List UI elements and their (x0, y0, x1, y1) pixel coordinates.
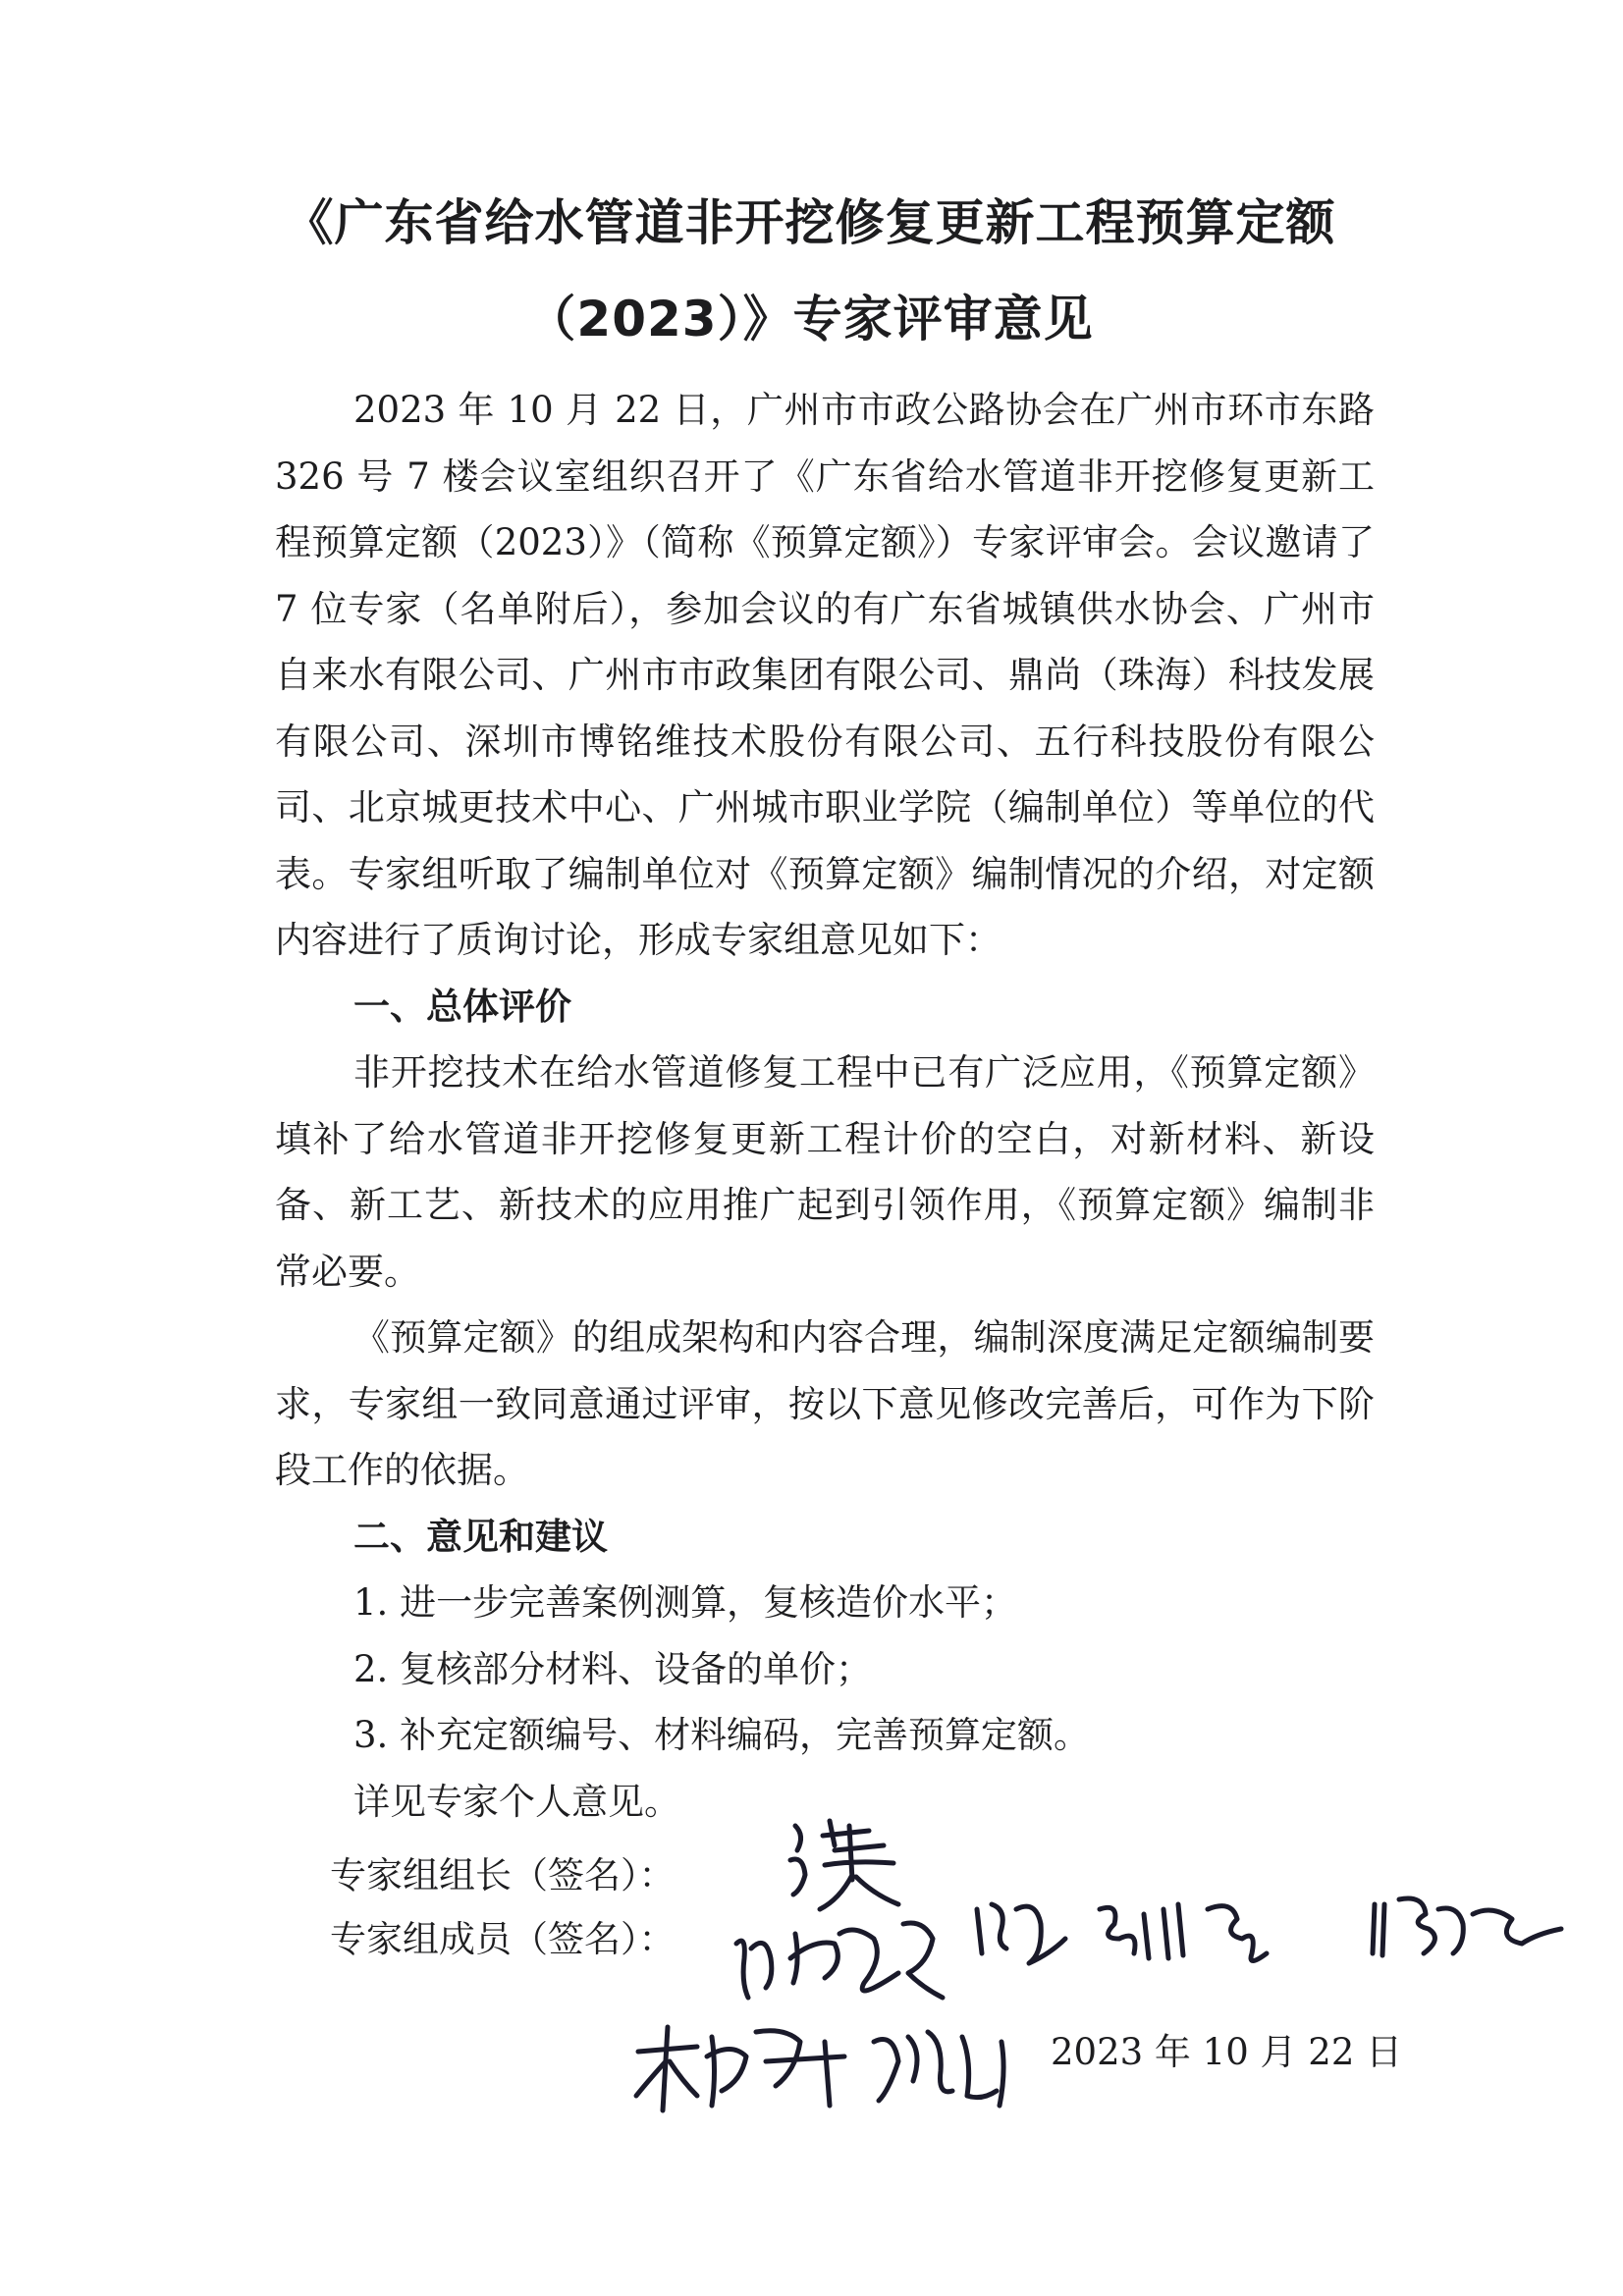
signing-date: 2023 年 10 月 22 日 (1051, 2031, 1403, 2073)
title-line-1: 《广东省给水管道非开挖修复更新工程预算定额 (284, 194, 1336, 251)
leader-signature (776, 1806, 913, 1914)
suggestion-item-1: 1. 进一步完善案例测算，复核造价水平； (353, 1581, 1018, 1624)
intro-paragraph: 2023 年 10 月 22 日，广州市市政公路协会在广州市环市东路 326 号 7 楼会议室组织召开了《广东省给水管道非开挖修复更新工程预算定额（2023）》（简称《预算定额》）专家评审会。会议邀请了 7 位专家（名单附后），参加会议的有广东省城镇供水协会、广州市自来水有限公司、广州市市政集团有限公司、鼎尚（珠海）科技发展有限公司、深圳市博铭维技术股份有限公司、五行科技股份有限公司、北京城更技术中心、广州城市职业学院（编制单位）等单位的代表。专家组听取了编制单位对《预算定额》编制情况的介绍，对定额内容进行了质询讨论，形成专家组意见如下： (275, 389, 1375, 961)
member-signature-1 (727, 1904, 952, 2012)
document-title (245, 175, 1375, 367)
suggestion-item-3: 3. 补充定额编号、材料编码，完善预算定额。 (353, 1714, 1091, 1756)
member-signature-2 (972, 1885, 1365, 1983)
section-2-heading: 二、意见和建议 (353, 1515, 608, 1558)
section-1-paragraph-1: 非开挖技术在给水管道修复工程中已有广泛应用，《预算定额》填补了给水管道非开挖修复更新工程计价的空白，对新材料、新设备、新工艺、新技术的应用推广起到引领作用，《预算定额》编制非常必要。 (275, 1051, 1375, 1293)
leader-signature-label: 专家组组长（签名）： (330, 1854, 676, 1896)
member-signature-4 (628, 2012, 1041, 2120)
member-signature-3 (1365, 1885, 1581, 1973)
section-1-heading: 一、总体评价 (353, 985, 571, 1028)
section-1-paragraph-2: 《预算定额》的组成架构和内容合理，编制深度满足定额编制要求，专家组一致同意通过评审，按以下意见修改完善后，可作为下阶段工作的依据。 (275, 1316, 1375, 1491)
member-signature-label: 专家组成员（签名）： (330, 1918, 676, 1960)
closing-note: 详见专家个人意见。 (353, 1780, 680, 1823)
suggestion-item-2: 2. 复核部分材料、设备的单价； (353, 1647, 873, 1690)
document-body (275, 377, 1375, 1835)
title-line-2: （2023）》专家评审意见 (526, 291, 1094, 347)
